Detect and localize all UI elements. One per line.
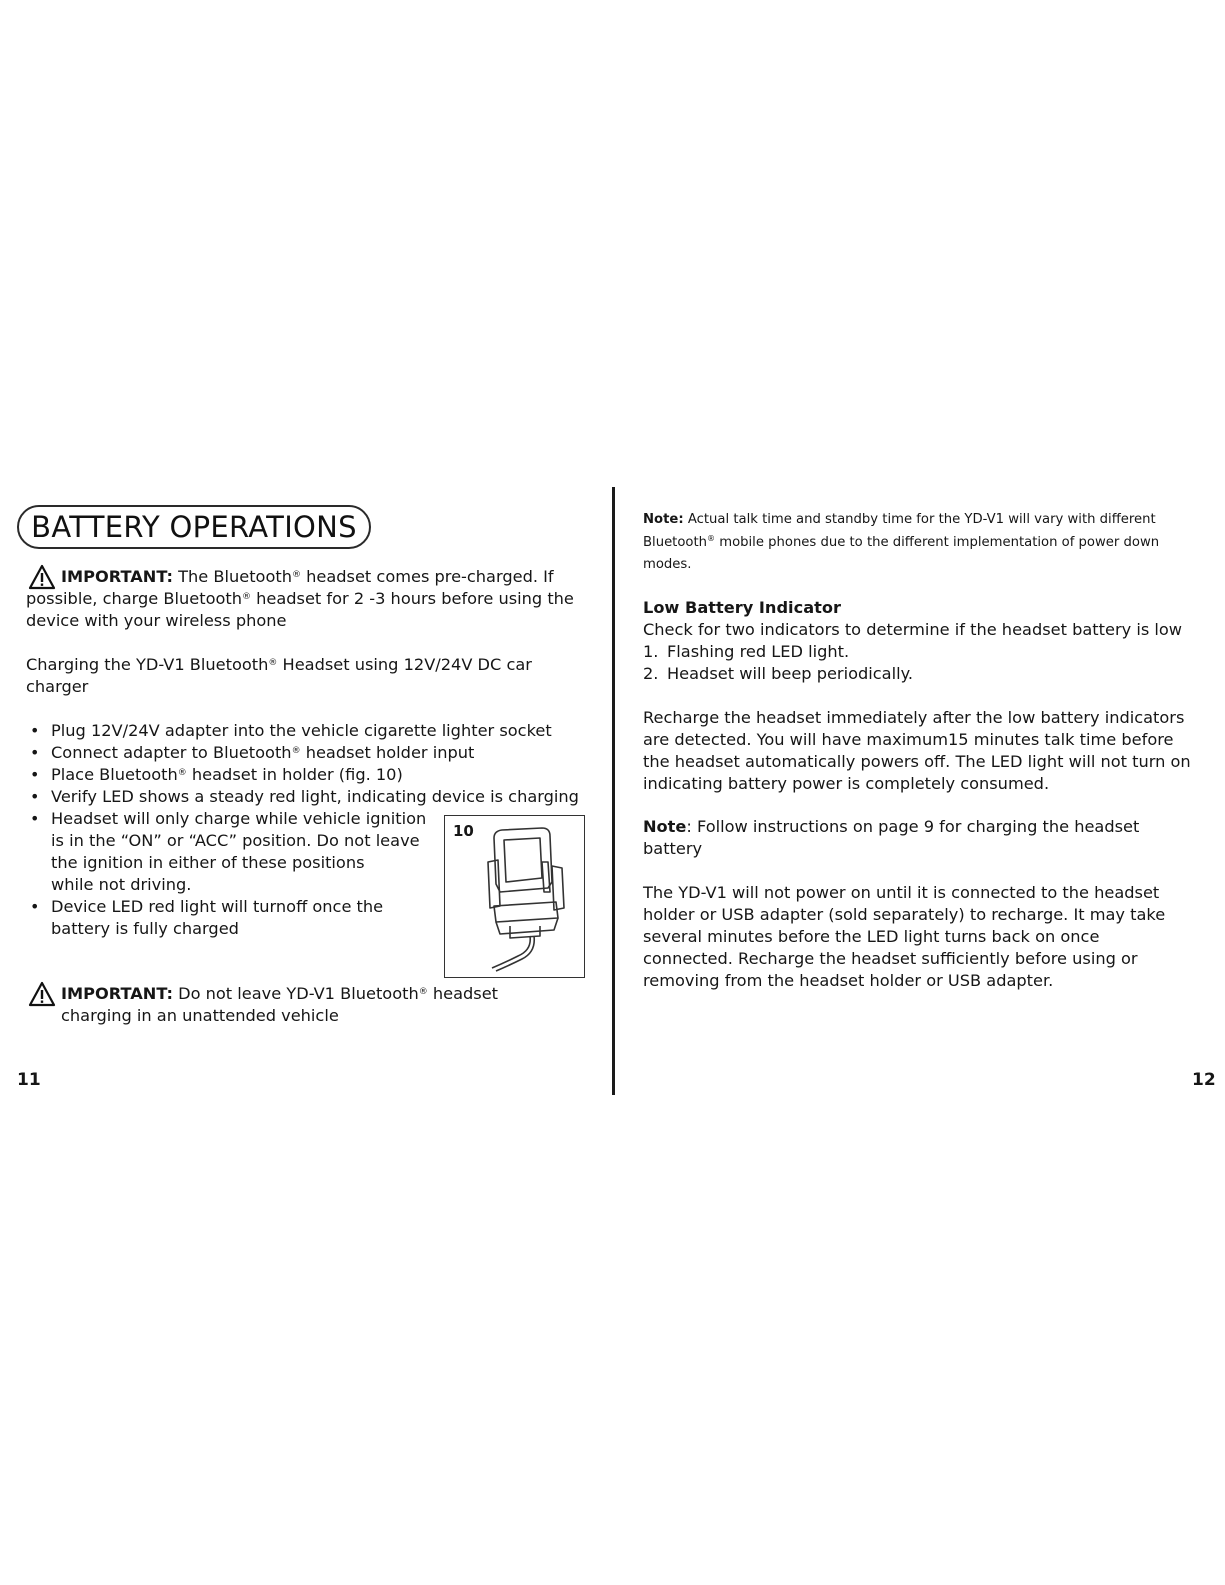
list-item: Headset will beep periodically. xyxy=(667,664,913,683)
list-item: battery is fully charged xyxy=(51,919,239,938)
power-paragraph: several minutes before the LED light turns back on once xyxy=(643,927,1100,946)
note-line: modes. xyxy=(643,557,692,572)
list-item: while not driving. xyxy=(51,875,192,894)
note-line: Bluetooth® mobile phones due to the different implementation of power down xyxy=(643,534,1160,550)
important-notice-line: IMPORTANT: Do not leave YD-V1 Bluetooth® headset xyxy=(61,984,499,1003)
list-item: Plug 12V/24V adapter into the vehicle cigarette lighter socket xyxy=(51,721,552,740)
bullet-dot: • xyxy=(30,809,40,828)
page-divider xyxy=(612,487,615,1095)
recharge-paragraph: Recharge the headset immediately after the low battery indicators xyxy=(643,708,1185,727)
list-item-number: 2. xyxy=(643,664,659,683)
power-paragraph: removing from the headset holder or USB adapter. xyxy=(643,971,1054,990)
important-notice-line: device with your wireless phone xyxy=(26,611,287,630)
charging-intro: charger xyxy=(26,677,89,696)
section-title: BATTERY OPERATIONS xyxy=(17,505,371,549)
note-line: Note: Actual talk time and standby time for the YD-V1 will vary with different xyxy=(643,512,1156,527)
warning-triangle-icon xyxy=(28,981,56,1007)
list-item: Verify LED shows a steady red light, indicating device is charging xyxy=(51,787,579,806)
note-line: Note: Follow instructions on page 9 for charging the headset xyxy=(643,817,1140,836)
page-number-left: 11 xyxy=(17,1070,41,1090)
list-item: is in the “ON” or “ACC” position. Do not leave xyxy=(51,831,420,850)
important-notice-line: charging in an unattended vehicle xyxy=(61,1006,339,1025)
power-paragraph: holder or USB adapter (sold separately) to recharge. It may take xyxy=(643,905,1166,924)
bullet-dot: • xyxy=(30,787,40,806)
recharge-paragraph: indicating battery power is completely consumed. xyxy=(643,774,1050,793)
bullet-dot: • xyxy=(30,897,40,916)
list-item: Place Bluetooth® headset in holder (fig. 10) xyxy=(51,765,403,784)
warning-triangle-icon xyxy=(28,564,56,590)
important-notice-line: possible, charge Bluetooth® headset for 2 -3 hours before using the xyxy=(26,589,574,608)
bullet-dot: • xyxy=(30,765,40,784)
low-battery-heading: Low Battery Indicator xyxy=(643,598,841,617)
low-battery-intro: Check for two indicators to determine if the headset battery is low xyxy=(643,620,1183,639)
power-paragraph: The YD-V1 will not power on until it is connected to the headset xyxy=(643,883,1160,902)
charging-intro: Charging the YD-V1 Bluetooth® Headset using 12V/24V DC car xyxy=(26,655,532,674)
list-item: Device LED red light will turnoff once the xyxy=(51,897,384,916)
figure-label: 10 xyxy=(453,822,474,840)
list-item: Headset will only charge while vehicle ignition xyxy=(51,809,427,828)
power-paragraph: connected. Recharge the headset sufficiently before using or xyxy=(643,949,1138,968)
recharge-paragraph: are detected. You will have maximum15 minutes talk time before xyxy=(643,730,1174,749)
list-item: Flashing red LED light. xyxy=(667,642,850,661)
headset-holder-illustration xyxy=(470,822,570,972)
bullet-dot: • xyxy=(30,721,40,740)
bullet-dot: • xyxy=(30,743,40,762)
page-number-right: 12 xyxy=(1192,1070,1216,1090)
important-notice-line: IMPORTANT: The Bluetooth® headset comes pre-charged. If xyxy=(61,567,554,586)
note-line: battery xyxy=(643,839,703,858)
list-item: the ignition in either of these positions xyxy=(51,853,365,872)
recharge-paragraph: the headset automatically powers off. The LED light will not turn on xyxy=(643,752,1191,771)
list-item-number: 1. xyxy=(643,642,659,661)
list-item: Connect adapter to Bluetooth® headset holder input xyxy=(51,743,475,762)
